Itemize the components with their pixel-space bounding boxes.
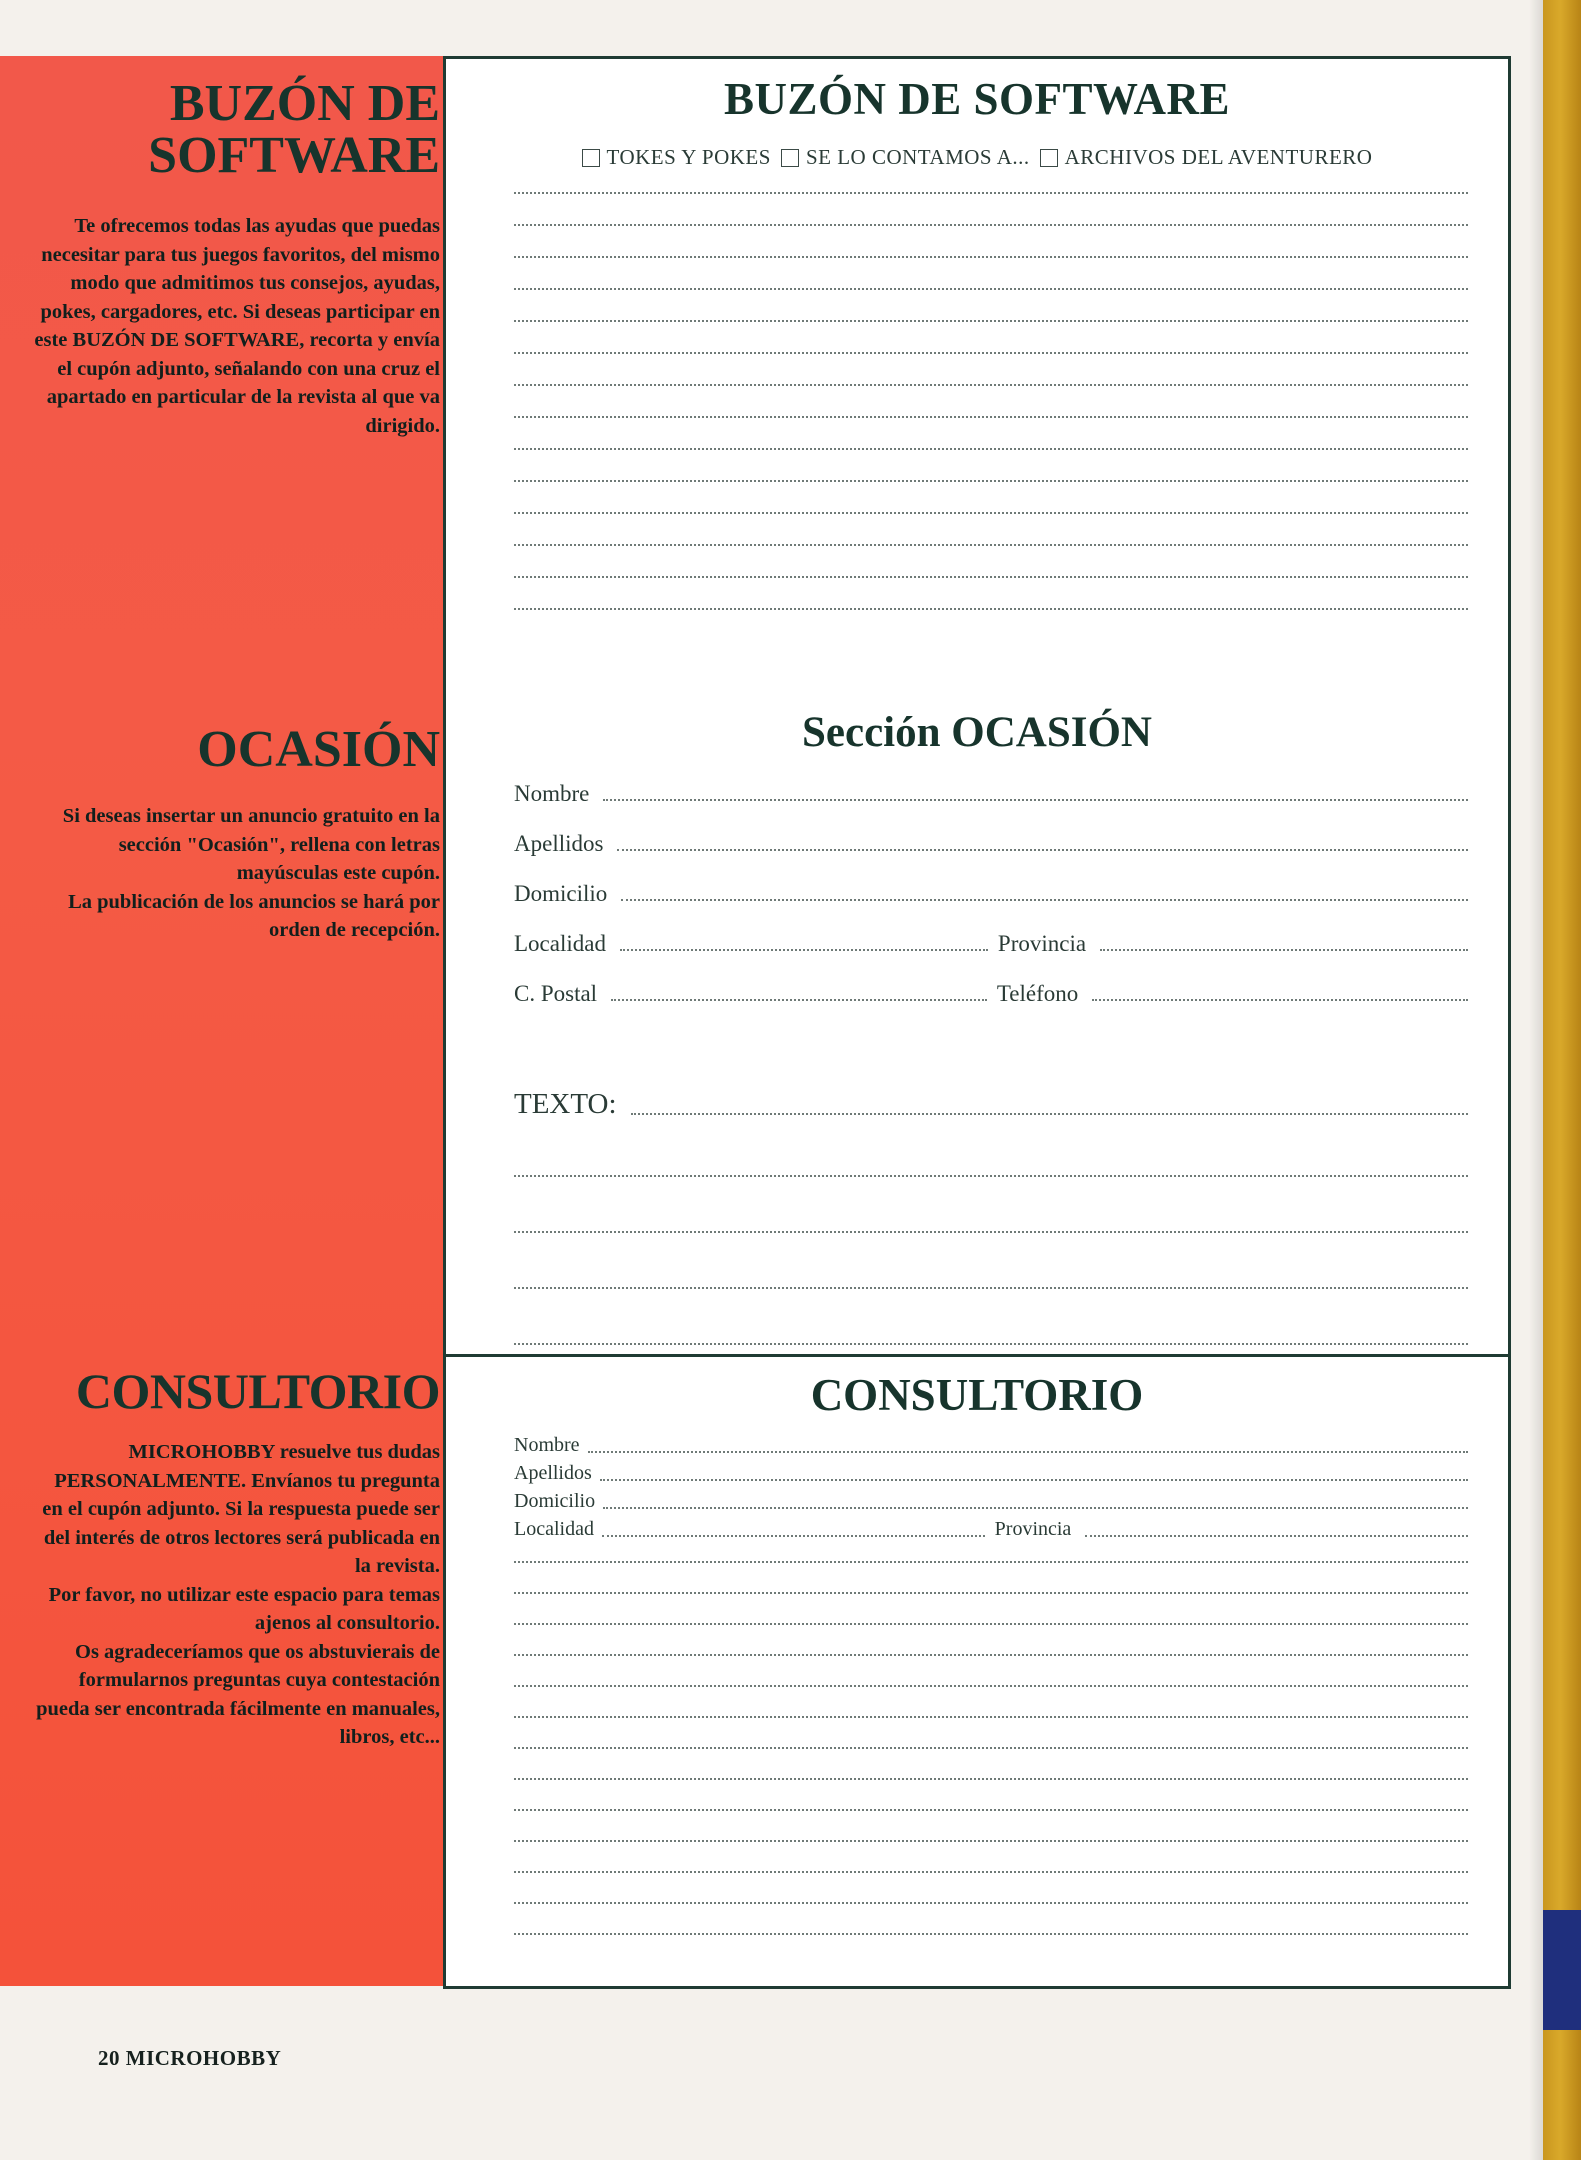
checkbox-icon[interactable] xyxy=(582,149,600,167)
dotted-line[interactable] xyxy=(514,1592,1468,1594)
dotted-line[interactable] xyxy=(514,1343,1468,1345)
dotted-line[interactable] xyxy=(514,1840,1468,1842)
apellidos-label: Apellidos xyxy=(514,1462,592,1484)
option-label: ARCHIVOS DEL AVENTURERO xyxy=(1064,145,1373,169)
nombre-field[interactable] xyxy=(588,1451,1468,1453)
dotted-line[interactable] xyxy=(514,1933,1468,1935)
dotted-line[interactable] xyxy=(514,320,1468,322)
dotted-line[interactable] xyxy=(514,448,1468,450)
domicilio-label: Domicilio xyxy=(514,881,608,906)
consultorio-side-paragraph-3: Os agradeceríamos que os abstuvierais de formularnos preguntas cuya contestación pueda ser encontrada fácilmente en manuales, libros, etc... xyxy=(36,1640,440,1748)
dotted-line[interactable] xyxy=(514,1623,1468,1625)
dotted-line[interactable] xyxy=(514,1175,1468,1177)
dotted-line[interactable] xyxy=(514,256,1468,258)
consultorio-side-title: CONSULTORIO xyxy=(75,1363,440,1419)
consultorio-nombre-row xyxy=(514,1433,1468,1457)
dotted-line[interactable] xyxy=(514,1654,1468,1656)
cpostal-label: C. Postal xyxy=(514,981,598,1006)
consultorio-side-paragraph-2: Por favor, no utilizar este espacio para temas ajenos al consultorio. xyxy=(48,1583,440,1634)
dotted-line[interactable] xyxy=(514,1778,1468,1780)
option-archivos-aventurero[interactable] xyxy=(1040,145,1373,170)
option-label: SE LO CONTAMOS A... xyxy=(805,145,1030,169)
dotted-line[interactable] xyxy=(514,544,1468,546)
buzon-side-paragraph: Te ofrecemos todas las ayudas que puedas necesitar para tus juegos favoritos, del mismo modo que admitimos tus consejos, ayudas, pokes, cargadores, etc. Si deseas participar en este BUZÓN DE SOFTWARE, recorta y envía el cupón adjunto, señalando con una cruz el apartado en particular de la revista al que va dirigido. xyxy=(34,215,440,437)
dotted-line[interactable] xyxy=(514,416,1468,418)
option-se-lo-contamos[interactable] xyxy=(781,145,1030,170)
dotted-line[interactable] xyxy=(514,480,1468,482)
consultorio-form xyxy=(443,1354,1511,1989)
domicilio-field[interactable] xyxy=(603,1507,1468,1509)
dotted-line[interactable] xyxy=(514,192,1468,194)
checkbox-icon[interactable] xyxy=(1040,149,1058,167)
page-fold-shadow xyxy=(1529,0,1543,2160)
buzon-side-title-line-1: BUZÓN DE xyxy=(169,75,440,132)
consultorio-form-title: CONSULTORIO xyxy=(810,1370,1144,1420)
checkbox-icon[interactable] xyxy=(781,149,799,167)
dotted-line[interactable] xyxy=(514,352,1468,354)
ocasion-cpostal-row xyxy=(514,977,1468,1007)
localidad-field[interactable] xyxy=(620,949,988,951)
ocasion-domicilio-row xyxy=(514,877,1468,907)
texto-label: TEXTO: xyxy=(514,1088,617,1120)
apellidos-label: Apellidos xyxy=(514,831,604,856)
texto-field[interactable] xyxy=(631,1113,1468,1115)
localidad-field[interactable] xyxy=(602,1535,985,1537)
apellidos-field[interactable] xyxy=(617,849,1468,851)
option-tokes-y-pokes[interactable] xyxy=(582,145,771,170)
consultorio-writing-lines[interactable] xyxy=(446,1561,1508,1935)
ocasion-localidad-row xyxy=(514,927,1468,957)
provincia-label: Provincia xyxy=(994,1518,1072,1540)
buzon-form-title: BUZÓN DE SOFTWARE xyxy=(723,74,1231,124)
ocasion-side-text xyxy=(0,802,440,945)
consultorio-fields xyxy=(446,1433,1508,1541)
dotted-line[interactable] xyxy=(514,1561,1468,1563)
ocasion-texto-row xyxy=(514,1085,1468,1121)
ocasion-side-paragraph-1: Si deseas insertar un anuncio gratuito en la sección "Ocasión", rellena con letras mayúsculas este cupón. xyxy=(62,805,440,884)
nombre-label: Nombre xyxy=(514,781,590,806)
consultorio-domicilio-row xyxy=(514,1489,1468,1513)
provincia-label: Provincia xyxy=(997,931,1087,956)
ocasion-form xyxy=(443,692,1511,1357)
dotted-line[interactable] xyxy=(514,576,1468,578)
page-edge xyxy=(1543,0,1581,2160)
buzon-form xyxy=(443,56,1511,698)
provincia-field[interactable] xyxy=(1100,949,1468,951)
ocasion-side-block xyxy=(0,721,440,945)
localidad-label: Localidad xyxy=(514,931,606,956)
dotted-line[interactable] xyxy=(514,224,1468,226)
consultorio-localidad-row xyxy=(514,1517,1468,1541)
cpostal-field[interactable] xyxy=(611,999,987,1001)
sidebar xyxy=(0,56,447,1986)
buzon-options xyxy=(446,145,1508,170)
dotted-line[interactable] xyxy=(514,1685,1468,1687)
dotted-line[interactable] xyxy=(514,512,1468,514)
nombre-label: Nombre xyxy=(514,1434,580,1456)
ocasion-side-title: OCASIÓN xyxy=(197,721,440,778)
localidad-label: Localidad xyxy=(514,1518,594,1540)
dotted-line[interactable] xyxy=(514,608,1468,610)
buzon-side-title-line-2: SOFTWARE xyxy=(148,127,440,184)
page-edge-blue-mark xyxy=(1543,1910,1581,2030)
consultorio-side-paragraph-1: MICROHOBBY resuelve tus dudas PERSONALMENTE. Envíanos tu pregunta en el cupón adjunto. Si la respuesta puede ser del interés de otros lectores será publicada en la revista. xyxy=(42,1441,440,1577)
apellidos-field[interactable] xyxy=(600,1479,1468,1481)
dotted-line[interactable] xyxy=(514,384,1468,386)
ocasion-form-title: Sección OCASIÓN xyxy=(802,709,1152,756)
dotted-line[interactable] xyxy=(514,1287,1468,1289)
ocasion-side-paragraph-2: La publicación de los anuncios se hará por orden de recepción. xyxy=(68,890,440,941)
consultorio-side-text xyxy=(0,1438,440,1752)
dotted-line[interactable] xyxy=(514,1716,1468,1718)
page-footer: 20 MICROHOBBY xyxy=(98,2046,282,2070)
nombre-field[interactable] xyxy=(603,799,1468,801)
dotted-line[interactable] xyxy=(514,1871,1468,1873)
dotted-line[interactable] xyxy=(514,1231,1468,1233)
buzon-side-text xyxy=(0,212,440,440)
dotted-line[interactable] xyxy=(514,1809,1468,1811)
telefono-field[interactable] xyxy=(1092,999,1468,1001)
dotted-line[interactable] xyxy=(514,1747,1468,1749)
consultorio-side-block xyxy=(0,1363,440,1752)
buzon-side-title xyxy=(0,75,440,184)
dotted-line[interactable] xyxy=(514,1902,1468,1904)
domicilio-field[interactable] xyxy=(621,899,1468,901)
telefono-label: Teléfono xyxy=(996,981,1079,1006)
ocasion-fields xyxy=(446,777,1508,1345)
buzon-side-block xyxy=(0,75,440,440)
domicilio-label: Domicilio xyxy=(514,1490,596,1512)
consultorio-apellidos-row xyxy=(514,1461,1468,1485)
ocasion-nombre-row xyxy=(514,777,1468,807)
ocasion-apellidos-row xyxy=(514,827,1468,857)
dotted-line[interactable] xyxy=(514,288,1468,290)
option-label: TOKES Y POKES xyxy=(606,145,771,169)
provincia-field[interactable] xyxy=(1085,1535,1468,1537)
buzon-writing-lines[interactable] xyxy=(446,192,1508,610)
